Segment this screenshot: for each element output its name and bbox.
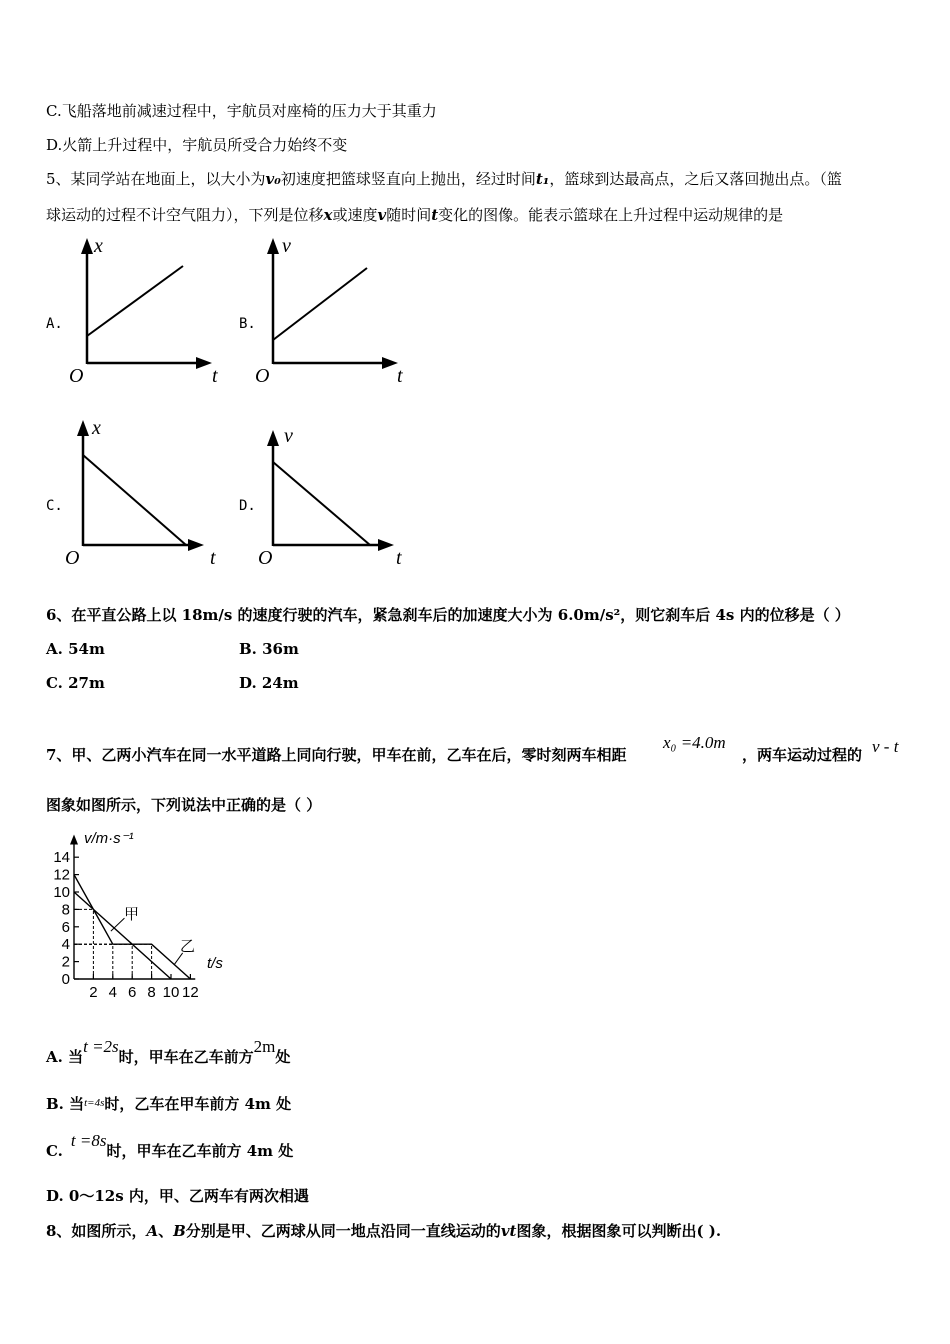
- q8-stem: 8、如图所示，A、B分别是甲、乙两球从同一地点沿同一直线运动的vt图象，根据图象可以判断出( ).: [46, 1222, 722, 1240]
- x-tick-label: 2: [89, 984, 98, 1001]
- label-yi: 乙: [180, 938, 196, 955]
- graph-line: [273, 462, 370, 545]
- y-axis-title: v/m·s⁻¹: [84, 830, 134, 847]
- y-axis-arrow: [70, 835, 78, 845]
- y-axis-label: x: [92, 417, 101, 439]
- q5-graph-b: [250, 236, 410, 386]
- y-tick-label: 14: [53, 849, 70, 867]
- x-axis-label: t: [210, 547, 216, 569]
- y-tick-label: 6: [61, 918, 70, 936]
- q5-option-a-label: A.: [46, 316, 63, 332]
- q7-stem-part-c: 图象如图所示，下列说法中正确的是（ ）: [46, 796, 322, 814]
- y-axis-label: v: [284, 425, 293, 447]
- y-tick-label: 8: [61, 901, 70, 919]
- y-axis-label: x: [94, 235, 103, 257]
- x-tick-label: 6: [128, 984, 137, 1001]
- q5-option-b-label: B.: [239, 316, 256, 332]
- x-tick-label: 4: [108, 984, 117, 1001]
- y-tick-label: 2: [61, 953, 70, 971]
- y-tick-label: 0: [61, 971, 70, 988]
- x-axis-label: t: [212, 365, 218, 387]
- q7-vt-chart: [44, 826, 244, 1006]
- jia-leader-line: [111, 918, 125, 931]
- q6-stem: 6、在平直公路上以 18m/s 的速度行驶的汽车，紧急刹车后的加速度大小为 6.0m/s²，则它刹车后 4s 内的位移是（ ）: [46, 606, 850, 624]
- x-tick-label: 8: [147, 984, 156, 1001]
- q7-option-a: A. 当t =2s时，甲车在乙车前方2m处: [46, 1037, 291, 1066]
- q6-option-a: A. 54m: [46, 640, 105, 658]
- q7-option-b: B. 当$^{t=4s}$时，乙车在甲车前方 4m 处: [46, 1095, 292, 1113]
- series-line-jia: [74, 875, 171, 979]
- x-axis-title: t/s: [207, 955, 223, 972]
- q7-stem-part-b: ，两车运动过程的: [742, 746, 863, 764]
- graph-line: [273, 268, 367, 340]
- origin-label: O: [255, 365, 270, 387]
- q7-option-d: D. 0～12s 内，甲、乙两车有两次相遇: [46, 1187, 309, 1205]
- origin-label: O: [258, 547, 273, 569]
- q7-vt-symbol: v - t: [872, 737, 899, 756]
- x-tick-label: 12: [182, 984, 199, 1001]
- q4-option-d: D.火箭上升过程中，宇航员所受合力始终不变: [46, 136, 348, 154]
- y-tick-label: 10: [53, 884, 70, 901]
- graph-line: [87, 266, 183, 336]
- y-axis-label: v: [282, 235, 291, 257]
- q5-graph-c: [64, 418, 224, 568]
- label-jia: 甲: [124, 906, 140, 923]
- q5-stem-line2: 球运动的过程不计空气阻力），下列是位移x或速度v随时间t变化的图像。能表示篮球在上升过程中运动规律的是: [46, 206, 784, 224]
- q4-option-c: C.飞船落地前减速过程中，宇航员对座椅的压力大于其重力: [46, 102, 437, 120]
- q6-option-c: C. 27m: [46, 674, 105, 692]
- y-tick-label: 12: [53, 866, 70, 884]
- origin-label: O: [65, 547, 80, 569]
- q5-option-d-label: D.: [239, 498, 256, 514]
- q5-graph-d: [250, 418, 410, 568]
- graph-line: [83, 455, 186, 545]
- origin-label: O: [69, 365, 84, 387]
- q6-option-d: D. 24m: [239, 674, 299, 692]
- x-arrow: [196, 357, 212, 369]
- q7-option-c: C.t =8s时，甲车在乙车前方 4m 处: [46, 1131, 294, 1160]
- q5-stem-line1: 5、某同学站在地面上，以大小为v₀初速度把篮球竖直向上抛出，经过时间t₁，篮球到达最高点，之后又落回抛出点。（篮: [46, 170, 842, 188]
- x-axis-label: t: [397, 365, 403, 387]
- q5-graph-a: [64, 236, 224, 386]
- q5-option-c-label: C.: [46, 498, 63, 514]
- y-arrow: [81, 238, 93, 254]
- y-tick-label: 4: [61, 936, 70, 954]
- x-axis-label: t: [396, 547, 402, 569]
- x-tick-label: 10: [162, 984, 180, 1001]
- q6-option-b: B. 36m: [239, 640, 299, 658]
- q7-stem-part-a: 7、甲、乙两小汽车在同一水平道路上同向行驶，甲车在前，乙车在后，零时刻两车相距: [46, 746, 627, 764]
- q7-x0-expression: x₀ =4.0m: [663, 733, 726, 752]
